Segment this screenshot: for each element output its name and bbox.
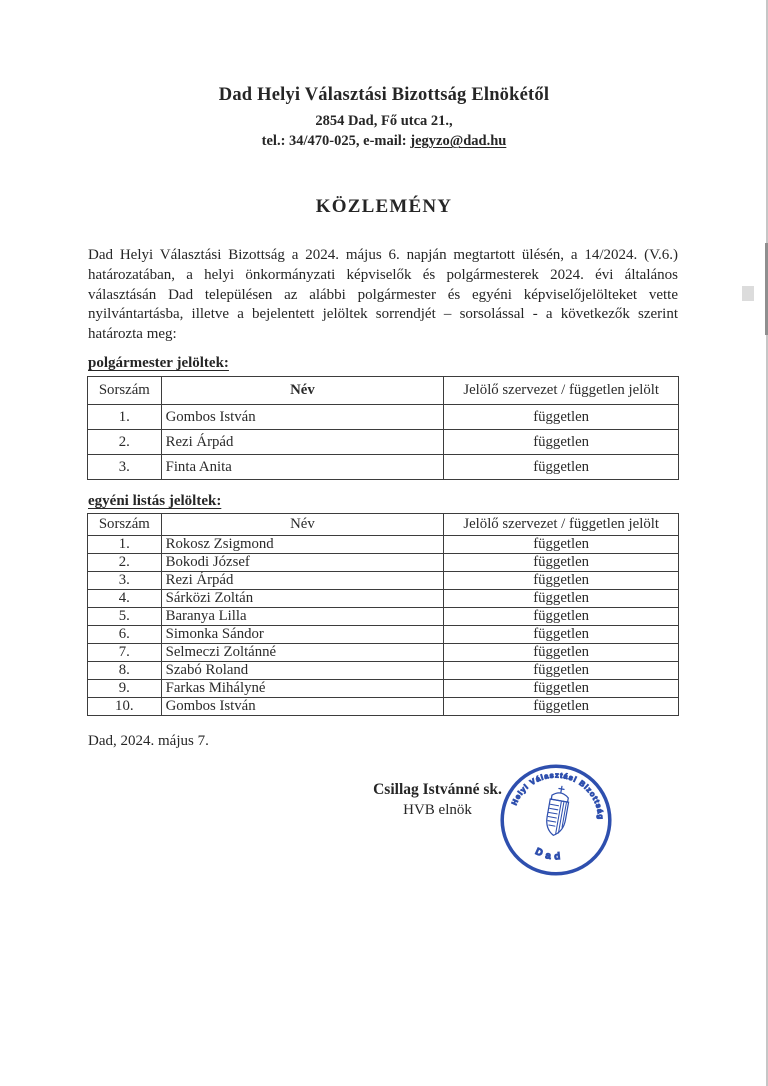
- column-header: Név: [161, 377, 444, 405]
- table-row: [88, 536, 679, 554]
- sender-contact: [0, 133, 768, 150]
- table-row: [88, 405, 679, 430]
- column-header: Sorszám: [88, 514, 162, 536]
- table-row: [88, 644, 679, 662]
- sender-address: 2854 Dad, Fő utca 21.,: [315, 113, 453, 129]
- mayor-candidates-table: [87, 376, 679, 480]
- row-number-cell: 6.: [88, 626, 162, 644]
- table-row: [88, 662, 679, 680]
- nominating-org-cell: független: [444, 680, 679, 698]
- row-number-cell: 7.: [88, 644, 162, 662]
- column-header: Sorszám: [88, 377, 162, 405]
- row-number-cell: 1.: [88, 536, 162, 554]
- row-number-cell: 2.: [88, 554, 162, 572]
- table-row: [88, 572, 679, 590]
- column-header: Jelölő szervezet / független jelölt: [444, 377, 679, 405]
- nominating-org-cell: független: [444, 608, 679, 626]
- document-title: KÖZLEMÉNY: [315, 196, 453, 217]
- candidate-name-cell: Rezi Árpád: [161, 572, 444, 590]
- table-header-row: [88, 377, 679, 405]
- row-number-cell: 1.: [88, 405, 162, 430]
- table-header-row: [88, 514, 679, 536]
- stamp-ring-text: Helyi Választási Bizottság: [509, 770, 606, 821]
- email-text: jegyzo@dad.hu: [410, 133, 507, 149]
- row-number-cell: 4.: [88, 590, 162, 608]
- row-number-cell: 10.: [88, 698, 162, 716]
- individual-list-candidates-table: [87, 513, 679, 716]
- row-number-cell: 2.: [88, 430, 162, 455]
- nominating-org-cell: független: [444, 698, 679, 716]
- nominating-org-cell: független: [444, 554, 679, 572]
- table-row: [88, 698, 679, 716]
- stamp-seal-icon: [496, 759, 616, 881]
- row-number-cell: 3.: [88, 455, 162, 480]
- column-header: Név: [161, 514, 444, 536]
- official-stamp: [496, 759, 616, 881]
- table-row: [88, 590, 679, 608]
- sender-header: [0, 85, 768, 150]
- row-number-cell: 5.: [88, 608, 162, 626]
- stamp-bottom-text: Dad: [533, 846, 565, 863]
- table-row: [88, 430, 679, 455]
- nominating-org-cell: független: [444, 536, 679, 554]
- contact-prefix: tel.: 34/470-025, e-mail:: [261, 133, 411, 149]
- individual-list-candidates-caption: egyéni listás jelöltek:: [88, 493, 222, 509]
- candidate-name-cell: Selmeczi Zoltánné: [161, 644, 444, 662]
- table-row: [88, 554, 679, 572]
- candidate-name-cell: Sárközi Zoltán: [161, 590, 444, 608]
- sender-name: Dad Helyi Választási Bizottság Elnökétől: [218, 85, 550, 105]
- table-row: [88, 680, 679, 698]
- candidate-name-cell: Rokosz Zsigmond: [161, 536, 444, 554]
- signature-role: HVB elnök: [403, 802, 472, 818]
- nominating-org-cell: független: [444, 590, 679, 608]
- candidate-name-cell: Gombos István: [161, 698, 444, 716]
- candidate-name-cell: Baranya Lilla: [161, 608, 444, 626]
- candidate-name-cell: Rezi Árpád: [161, 430, 444, 455]
- nominating-org-cell: független: [444, 662, 679, 680]
- row-number-cell: 3.: [88, 572, 162, 590]
- signature-name: Csillag Istvánné sk.: [373, 781, 502, 798]
- candidate-name-cell: Gombos István: [161, 405, 444, 430]
- mayor-candidates-caption: polgármester jelöltek:: [88, 355, 229, 371]
- nominating-org-cell: független: [444, 644, 679, 662]
- column-header: Jelölő szervezet / független jelölt: [444, 514, 679, 536]
- candidate-name-cell: Finta Anita: [161, 455, 444, 480]
- table-row: [88, 626, 679, 644]
- nominating-org-cell: független: [444, 455, 679, 480]
- nominating-org-cell: független: [444, 626, 679, 644]
- row-number-cell: 8.: [88, 662, 162, 680]
- table-row: [88, 608, 679, 626]
- coat-of-arms-icon: [544, 785, 571, 837]
- table-row: [88, 455, 679, 480]
- candidate-name-cell: Bokodi József: [161, 554, 444, 572]
- candidate-name-cell: Szabó Roland: [161, 662, 444, 680]
- nominating-org-cell: független: [444, 430, 679, 455]
- nominating-org-cell: független: [444, 572, 679, 590]
- row-number-cell: 9.: [88, 680, 162, 698]
- candidate-name-cell: Farkas Mihályné: [161, 680, 444, 698]
- body-paragraph: Dad Helyi Választási Bizottság a 2024. május 6. napján megtartott ülésén, a 14/2024. (V.6.) határozatában, a helyi önkormányzati képviselők és polgármesterek 2024. évi általános választásán Dad településen az alábbi polgármester és egyéni képviselőjelölteket vette nyilvántartásba, illetve a bejelentett jelöltek sorrendjét – sorsolással - a következők szerint határozta meg:: [88, 247, 678, 343]
- nominating-org-cell: független: [444, 405, 679, 430]
- date-line: Dad, 2024. május 7.: [88, 733, 209, 749]
- scan-smudge-artifact: [742, 286, 754, 301]
- candidate-name-cell: Simonka Sándor: [161, 626, 444, 644]
